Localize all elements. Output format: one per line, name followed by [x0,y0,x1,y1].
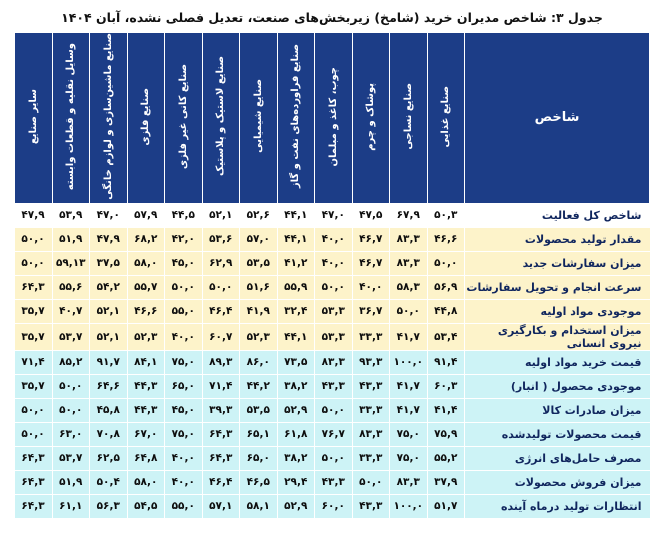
table-cell: ۳۸,۲ [277,374,315,398]
table-cell: ۴۳,۳ [352,374,390,398]
table-cell: ۴۱,۴ [427,398,465,422]
table-cell: ۳۶,۷ [352,299,390,323]
table-cell: ۷۵,۰ [390,422,428,446]
table-cell: ۵۷,۹ [127,203,165,227]
table-cell: ۵۲,۹ [277,398,315,422]
table-cell: ۵۰,۰ [427,251,465,275]
table-cell: ۵۲,۹ [277,494,315,518]
table-cell: ۵۰,۰ [202,275,240,299]
table-cell: ۸۳,۳ [352,422,390,446]
table-cell: ۵۸,۱ [240,494,278,518]
table-cell: ۸۶,۰ [240,350,278,374]
table-row [15,299,650,323]
table-cell: ۴۴,۳ [127,398,165,422]
table-cell: ۶۴,۳ [15,470,53,494]
column-header-0 [427,33,465,204]
table-cell: ۶۵,۰ [240,446,278,470]
table-cell: ۶۳,۰ [52,422,90,446]
table-cell: ۸۳,۳ [315,350,353,374]
table-cell: ۴۵,۰ [165,398,203,422]
table-cell: ۶۱,۸ [277,422,315,446]
row-label: میزان سفارشات جدید [465,251,650,275]
table-cell: ۸۴,۱ [127,350,165,374]
table-cell: ۵۹,۱۳ [52,251,90,275]
table-row [15,494,650,518]
row-label: میزان صادرات کالا [465,398,650,422]
table-cell: ۴۷,۵ [352,203,390,227]
table-row [15,350,650,374]
column-header-label: صنایع ماشین‌سازی و لوازم خانگی [102,33,114,200]
table-cell: ۴۷,۹ [90,227,128,251]
table-cell: ۵۵,۲ [427,446,465,470]
table-cell: ۴۷,۰ [90,203,128,227]
table-cell: ۶۸,۲ [127,227,165,251]
table-cell: ۵۰,۰ [52,374,90,398]
table-cell: ۵۳,۷ [52,446,90,470]
table-cell: ۹۱,۴ [427,350,465,374]
table-row [15,227,650,251]
table-cell: ۵۰,۰ [315,398,353,422]
table-cell: ۵۶,۹ [427,275,465,299]
table-cell: ۴۱,۹ [240,299,278,323]
table-cell: ۸۳,۳ [390,470,428,494]
header-row [15,33,650,204]
table-cell: ۴۶,۶ [427,227,465,251]
table-cell: ۷۵,۰ [165,350,203,374]
row-label: مقدار تولید محصولات [465,227,650,251]
table-cell: ۴۵,۰ [165,251,203,275]
table-cell: ۷۰,۸ [90,422,128,446]
table-cell: ۴۱,۷ [390,398,428,422]
table-body [15,203,650,518]
table-cell: ۴۴,۵ [165,203,203,227]
table-cell: ۵۵,۰ [165,494,203,518]
table-cell: ۵۵,۷ [127,275,165,299]
table-cell: ۵۴,۲ [90,275,128,299]
table-cell: ۵۵,۶ [52,275,90,299]
table-cell: ۵۱,۶ [240,275,278,299]
table-cell: ۴۷,۹ [15,203,53,227]
table-cell: ۶۴,۳ [202,446,240,470]
table-cell: ۳۷,۹ [427,470,465,494]
table-cell: ۵۰,۰ [315,446,353,470]
table-cell: ۱۰۰,۰ [390,494,428,518]
table-cell: ۴۴,۳ [127,374,165,398]
table-cell: ۴۶,۶ [127,299,165,323]
table-cell: ۴۳,۳ [315,470,353,494]
table-cell: ۴۴,۱ [277,323,315,350]
table-cell: ۲۹,۴ [277,470,315,494]
table-cell: ۵۰,۰ [390,299,428,323]
table-cell: ۴۲,۰ [165,227,203,251]
column-header-1 [390,33,428,204]
row-label: شاخص کل فعالیت [465,203,650,227]
table-cell: ۵۴,۵ [127,494,165,518]
table-cell: ۵۲,۶ [240,203,278,227]
table-cell: ۴۱,۲ [277,251,315,275]
table-cell: ۵۱,۹ [52,470,90,494]
table-cell: ۵۰,۰ [15,227,53,251]
table-cell: ۳۵,۷ [15,299,53,323]
table-cell: ۵۶,۳ [90,494,128,518]
table-cell: ۵۳,۹ [52,203,90,227]
table-cell: ۳۵,۷ [15,374,53,398]
table-cell: ۴۰,۷ [52,299,90,323]
table-cell: ۵۱,۷ [427,494,465,518]
table-cell: ۵۳,۵ [240,398,278,422]
table-cell: ۴۱,۷ [390,323,428,350]
table-row [15,203,650,227]
table-cell: ۴۳,۳ [315,374,353,398]
table-cell: ۶۵,۰ [165,374,203,398]
column-header-6 [202,33,240,204]
table-cell: ۶۷,۰ [127,422,165,446]
table-cell: ۵۰,۰ [165,275,203,299]
row-label: میزان فروش محصولات [465,470,650,494]
table-cell: ۴۴,۸ [427,299,465,323]
table-cell: ۵۰,۰ [15,251,53,275]
table-cell: ۸۳,۳ [390,227,428,251]
table-cell: ۵۰,۴ [90,470,128,494]
row-label: میزان استخدام و بکارگیری نیروی انسانی [465,323,650,350]
table-cell: ۶۰,۳ [427,374,465,398]
column-header-2 [352,33,390,204]
table-cell: ۷۱,۴ [15,350,53,374]
pmi-subsectors-table [14,32,650,519]
column-header-8 [127,33,165,204]
column-header-label: صنایع فراورده‌های نفت و گاز [290,44,302,189]
row-label: قیمت محصولات تولیدشده [465,422,650,446]
column-header-11 [15,33,53,204]
table-cell: ۵۰,۳ [427,203,465,227]
table-cell: ۵۳,۳ [315,323,353,350]
table-cell: ۶۰,۷ [202,323,240,350]
table-cell: ۴۱,۷ [390,374,428,398]
table-header [15,33,650,204]
table-cell: ۴۳,۳ [352,494,390,518]
table-cell: ۴۰,۰ [165,323,203,350]
row-label: انتظارات تولید درماه آینده [465,494,650,518]
column-header-9 [90,33,128,204]
table-cell: ۵۰,۰ [52,398,90,422]
table-cell: ۳۵,۷ [15,323,53,350]
table-cell: ۵۲,۱ [90,323,128,350]
table-row [15,275,650,299]
column-header-label: سایر صنایع [27,88,39,144]
table-cell: ۴۴,۱ [277,203,315,227]
table-cell: ۶۴,۳ [15,494,53,518]
row-label: سرعت انجام و تحویل سفارشات [465,275,650,299]
table-cell: ۳۳,۳ [352,323,390,350]
table-cell: ۳۲,۴ [277,299,315,323]
table-cell: ۶۲,۹ [202,251,240,275]
table-cell: ۵۸,۰ [127,251,165,275]
table-cell: ۵۳,۳ [315,299,353,323]
table-row [15,398,650,422]
table-cell: ۵۲,۱ [202,203,240,227]
table-cell: ۴۶,۵ [240,470,278,494]
table-cell: ۳۳,۳ [352,446,390,470]
table-cell: ۶۰,۰ [315,494,353,518]
table-cell: ۹۱,۷ [90,350,128,374]
table-cell: ۷۱,۴ [202,374,240,398]
column-header-label: صنایع کانی غیر فلزی [177,63,189,169]
table-cell: ۵۲,۱ [90,299,128,323]
table-cell: ۹۳,۳ [352,350,390,374]
table-cell: ۵۲,۳ [240,323,278,350]
table-cell: ۵۰,۰ [315,275,353,299]
table-cell: ۵۵,۹ [277,275,315,299]
table-cell: ۳۸,۲ [277,446,315,470]
table-cell: ۵۲,۳ [127,323,165,350]
column-header-label: وسایل نقلیه و قطعات وابسته [65,42,77,191]
column-header-4 [277,33,315,204]
table-cell: ۵۳,۴ [427,323,465,350]
table-cell: ۵۱,۹ [52,227,90,251]
table-row [15,470,650,494]
table-cell: ۷۵,۰ [165,422,203,446]
table-cell: ۵۰,۰ [15,422,53,446]
table-cell: ۶۴,۶ [90,374,128,398]
table-row [15,251,650,275]
table-cell: ۵۳,۶ [202,227,240,251]
row-label: قیمت خرید مواد اولیه [465,350,650,374]
table-row [15,374,650,398]
table-cell: ۳۷,۵ [90,251,128,275]
table-cell: ۶۴,۳ [202,422,240,446]
table-cell: ۶۵,۱ [240,422,278,446]
table-cell: ۸۳,۳ [390,251,428,275]
table-cell: ۴۷,۰ [315,203,353,227]
page-title: جدول ۳: شاخص مدیران خرید (شامخ) زیربخش‌های صنعت، تعدیل فصلی نشده، آبان ۱۴۰۴ [61,10,603,25]
column-header-label: صنایع فلزی [140,87,152,146]
table-cell: ۴۰,۰ [315,251,353,275]
table-cell: ۶۴,۳ [15,446,53,470]
table-cell: ۵۳,۵ [240,251,278,275]
column-header-3 [315,33,353,204]
row-label: موجودی مواد اولیه [465,299,650,323]
table-cell: ۴۶,۷ [352,227,390,251]
column-header-label: صنایع نساجی [402,83,414,150]
table-cell: ۷۵,۰ [390,446,428,470]
table-cell: ۶۴,۳ [15,275,53,299]
table-row [15,422,650,446]
table-cell: ۵۸,۳ [390,275,428,299]
column-header-label: پوشاک و چرم [365,82,377,151]
column-header-5 [240,33,278,204]
table-cell: ۸۹,۳ [202,350,240,374]
column-header-label: صنایع شیمیایی [252,79,264,154]
table-cell: ۴۶,۴ [202,299,240,323]
table-cell: ۴۶,۴ [202,470,240,494]
table-cell: ۴۴,۲ [240,374,278,398]
table-cell: ۳۳,۳ [352,398,390,422]
table-cell: ۵۷,۰ [240,227,278,251]
table-cell: ۴۰,۰ [165,446,203,470]
table-cell: ۵۵,۰ [165,299,203,323]
column-header-index: شاخص [465,33,650,204]
column-header-label: صنایع غذایی [440,85,452,148]
table-cell: ۶۷,۹ [390,203,428,227]
table-cell: ۶۱,۱ [52,494,90,518]
table-cell: ۸۵,۲ [52,350,90,374]
table-cell: ۴۴,۱ [277,227,315,251]
table-cell: ۵۳,۷ [52,323,90,350]
table-cell: ۶۲,۵ [90,446,128,470]
table-cell: ۵۷,۱ [202,494,240,518]
column-header-label: صنایع لاستیک و پلاستیک [215,56,227,177]
column-header-10 [52,33,90,204]
column-header-7 [165,33,203,204]
table-cell: ۴۵,۸ [90,398,128,422]
table-cell: ۷۶,۷ [315,422,353,446]
table-cell: ۴۰,۰ [352,275,390,299]
table-cell: ۱۰۰,۰ [390,350,428,374]
table-cell: ۵۸,۰ [127,470,165,494]
table-cell: ۴۰,۰ [315,227,353,251]
row-label: مصرف حامل‌های انرژی [465,446,650,470]
row-label: موجودی محصول ( انبار) [465,374,650,398]
table-cell: ۶۴,۸ [127,446,165,470]
table-cell: ۴۰,۰ [165,470,203,494]
table-cell: ۴۶,۷ [352,251,390,275]
table-cell: ۵۰,۰ [352,470,390,494]
table-cell: ۷۳,۵ [277,350,315,374]
table-row [15,323,650,350]
table-row [15,446,650,470]
table-cell: ۳۹,۳ [202,398,240,422]
table-cell: ۵۰,۰ [15,398,53,422]
column-header-label: چوب، کاغذ و مبلمان [327,66,339,167]
table-cell: ۷۵,۹ [427,422,465,446]
